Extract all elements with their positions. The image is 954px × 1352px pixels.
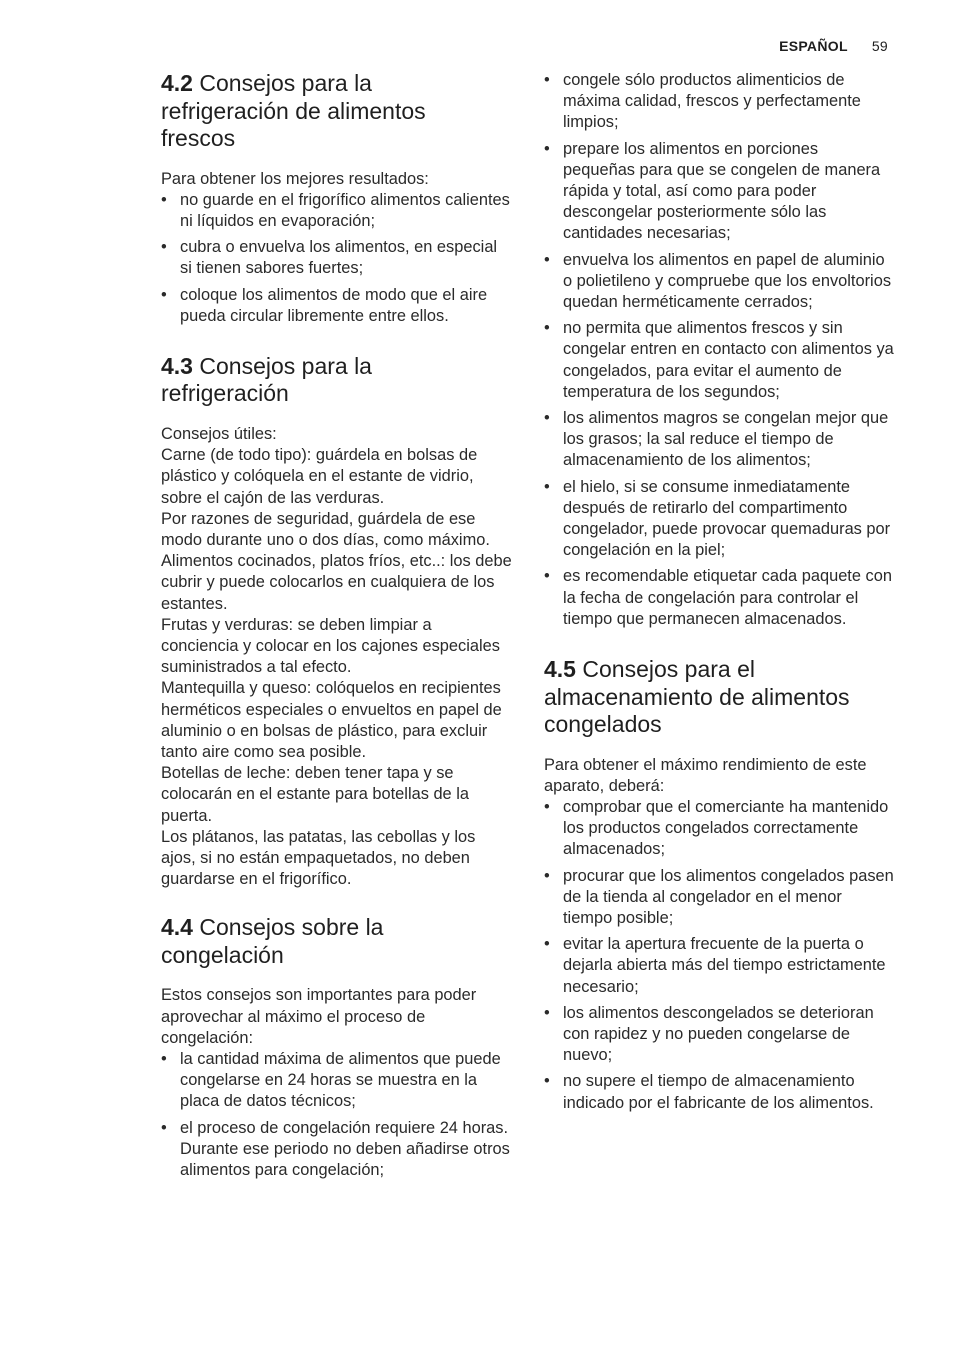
paragraph: Consejos útiles: bbox=[161, 424, 277, 443]
list-item: • no guarde en el frigorífico alimentos calientes ni líquidos en evaporación; bbox=[161, 190, 513, 232]
section-4-2 bbox=[161, 70, 513, 327]
heading-line: Consejos sobre la bbox=[199, 914, 384, 941]
heading-line: congelados bbox=[544, 711, 662, 738]
section-intro: Estos consejos son importantes para poder aprovechar al máximo el proceso de congelación: bbox=[161, 986, 477, 1047]
bullet-list bbox=[161, 1049, 513, 1181]
heading-line: refrigeración de alimentos bbox=[161, 97, 426, 124]
heading-line: frescos bbox=[161, 125, 236, 151]
list-item: • procurar que los alimentos congelados pasen de la tienda al congelador en el menor tiempo posible; bbox=[544, 866, 894, 930]
section-heading bbox=[161, 914, 513, 969]
heading-line: Consejos para el bbox=[582, 656, 755, 683]
section-4-3 bbox=[161, 353, 513, 890]
header-language: ESPAÑOL bbox=[779, 38, 848, 54]
list-item: • los alimentos magros se congelan mejor que los grasos; la sal reduce el tiempo de almacenamiento de los alimentos; bbox=[544, 408, 894, 472]
paragraph: Mantequilla y queso: colóquelos en recipientes herméticos especiales o envueltos en papel de aluminio o en bolsas de plástico, para excluir tanto aire como sea posible. bbox=[161, 679, 502, 761]
paragraph: Carne (de todo tipo): guárdela en bolsas de plástico y colóquela en el estante de vidrio, sobre el cajón de las verduras. bbox=[161, 446, 478, 507]
paragraph: Frutas y verduras: se deben limpiar a conciencia y colocar en los cajones especiales suministrados a tal efecto. bbox=[161, 615, 500, 677]
section-number: 4.5 bbox=[544, 656, 576, 683]
list-item: • comprobar que el comerciante ha mantenido los productos congelados correctamente almacenados; bbox=[544, 797, 894, 861]
section-4-4-continued bbox=[544, 70, 894, 630]
section-body bbox=[161, 424, 513, 890]
list-item: • el proceso de congelación requiere 24 horas. Durante ese periodo no deben añadirse otros alimentos para congelación; bbox=[161, 1118, 513, 1182]
list-item: • cubra o envuelva los alimentos, en especial si tienen sabores fuertes; bbox=[161, 237, 513, 279]
section-number: 4.4 bbox=[161, 914, 193, 941]
list-item: • los alimentos descongelados se deterioran con rapidez y no pueden congelarse de nuevo; bbox=[544, 1003, 894, 1067]
heading-line: Consejos para la bbox=[199, 352, 372, 379]
section-heading bbox=[544, 656, 894, 739]
list-item: • coloque los alimentos de modo que el aire pueda circular libremente entre ellos. bbox=[161, 285, 513, 327]
section-4-4 bbox=[161, 914, 513, 1181]
right-column bbox=[544, 70, 894, 1140]
heading-line: refrigeración bbox=[161, 380, 289, 407]
heading-line: Consejos para la bbox=[199, 70, 372, 96]
list-item: • congele sólo productos alimenticios de máxima calidad, frescos y perfectamente limpios; bbox=[544, 70, 894, 134]
bullet-list bbox=[161, 190, 513, 327]
list-item: • la cantidad máxima de alimentos que puede congelarse en 24 horas se muestra en la placa de datos técnicos; bbox=[161, 1049, 513, 1113]
page-header bbox=[779, 38, 888, 54]
section-intro: Para obtener los mejores resultados: bbox=[161, 169, 429, 188]
bullet-list bbox=[544, 797, 894, 1114]
paragraph: Botellas de leche: deben tener tapa y se colocarán en el estante para botellas de la puerta. bbox=[161, 764, 469, 825]
paragraph: Alimentos cocinados, platos fríos, etc..: los debe cubrir y puede colocarlos en cualquiera de los estantes. bbox=[161, 552, 512, 613]
section-intro: Para obtener el máximo rendimiento de este aparato, deberá: bbox=[544, 755, 867, 795]
list-item: • prepare los alimentos en porciones pequeñas para que se congelen de manera rápida y total, así como para poder descongelar posteriormente sólo las cantidades necesarias; bbox=[544, 139, 894, 245]
paragraph: Los plátanos, las patatas, las cebollas y los ajos, si no están empaquetados, no deben guardarse en el frigorífico. bbox=[161, 827, 476, 889]
list-item: • no supere el tiempo de almacenamiento indicado por el fabricante de los alimentos. bbox=[544, 1071, 894, 1113]
list-item: • es recomendable etiquetar cada paquete con la fecha de congelación para controlar el tiempo que permanecen almacenados. bbox=[544, 566, 894, 630]
paragraph: Por razones de seguridad, guárdela de ese modo durante uno o dos días, como máximo. bbox=[161, 509, 490, 549]
heading-line: congelación bbox=[161, 941, 284, 968]
list-item: • envuelva los alimentos en papel de aluminio o polietileno y compruebe que los envoltorios quedan herméticamente cerrados; bbox=[544, 250, 894, 314]
left-column bbox=[161, 70, 513, 1207]
section-4-5 bbox=[544, 656, 894, 1114]
page-number: 59 bbox=[871, 38, 888, 54]
section-heading bbox=[161, 353, 513, 408]
list-item: • el hielo, si se consume inmediatamente después de retirarlo del compartimento congelador, puede provocar quemaduras por congelación en la piel; bbox=[544, 477, 894, 562]
bullet-list bbox=[544, 70, 894, 630]
section-number: 4.3 bbox=[161, 352, 193, 379]
list-item: • no permita que alimentos frescos y sin congelar entren en contacto con alimentos ya congelados, para evitar el aumento de temperatura de los segundos; bbox=[544, 318, 894, 403]
heading-line: almacenamiento de alimentos bbox=[544, 683, 850, 710]
section-number: 4.2 bbox=[161, 70, 193, 96]
list-item: • evitar la apertura frecuente de la puerta o dejarla abierta más del tiempo estrictamente necesario; bbox=[544, 934, 894, 998]
section-heading bbox=[161, 70, 513, 153]
